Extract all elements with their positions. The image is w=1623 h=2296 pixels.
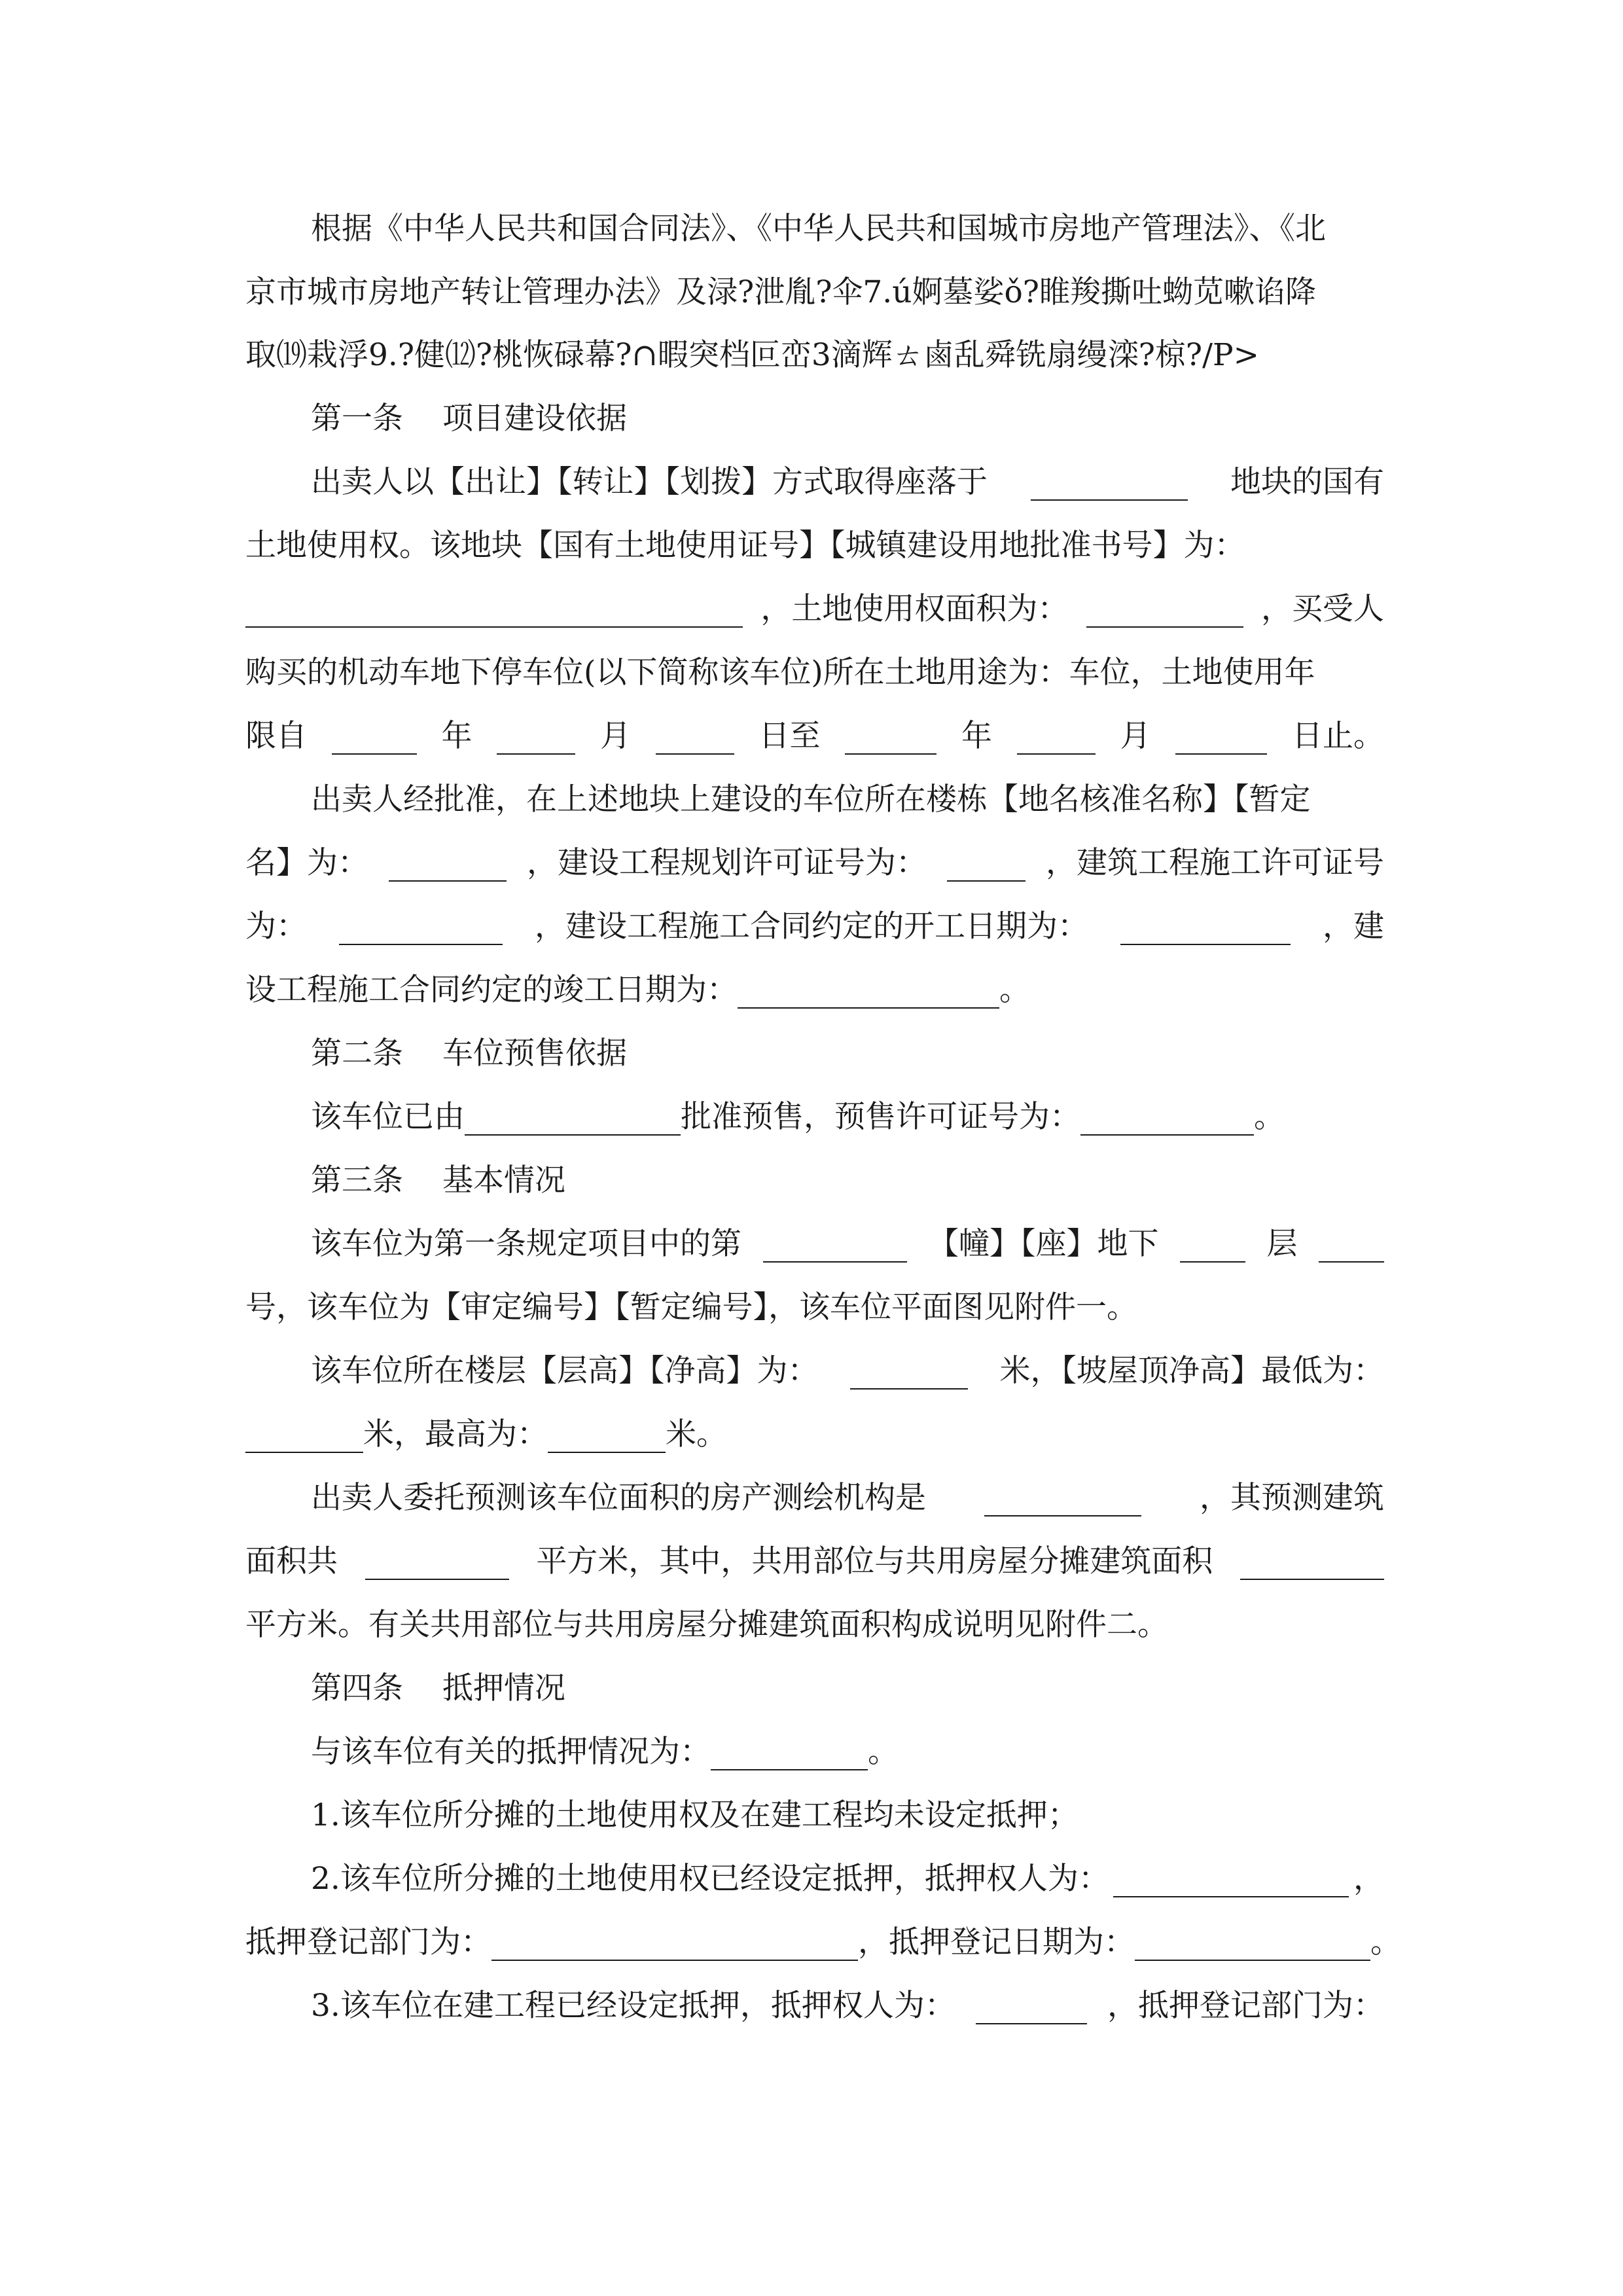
article-3-line-6 — [245, 1530, 1384, 1594]
body-text: 设工程施工合同约定的竣工日期为： — [245, 972, 738, 1008]
intro-text: 取⒆栽浮9.?健⑿?桃恢碌幕?∩暇突档叵峦3滴辉ㄊ鹵乱舜铣扇缦滦?椋?/P> — [245, 337, 1259, 373]
article-title: 车位预售依据 — [442, 1035, 627, 1071]
body-text: 年 — [441, 718, 473, 754]
body-text: 1.该车位所分摊的土地使用权及在建工程均未设定抵押； — [311, 1797, 1079, 1833]
fill-blank-max-height[interactable] — [548, 1416, 666, 1453]
body-text: 日止。 — [1292, 718, 1384, 754]
body-text: 。 — [1370, 1924, 1401, 1960]
fill-blank-land-location[interactable] — [1031, 464, 1188, 501]
article-title: 基本情况 — [442, 1162, 565, 1198]
article-4-item-1 — [311, 1784, 1384, 1848]
fill-blank-start-day[interactable] — [656, 718, 734, 755]
fill-blank-end-month[interactable] — [1017, 718, 1096, 755]
body-text: 平方米。有关共用部位与共用房屋分摊建筑面积构成说明见附件二。 — [245, 1607, 1168, 1643]
fill-blank-building-name[interactable] — [389, 845, 507, 882]
fill-blank-total-area[interactable] — [365, 1543, 509, 1580]
body-text: 。 — [999, 972, 1030, 1008]
body-text: 抵押登记部门为： — [245, 1924, 491, 1960]
article-3-heading — [311, 1149, 1384, 1213]
article-2-heading — [311, 1022, 1384, 1086]
body-text: 2.该车位所分摊的土地使用权已经设定抵押，抵押权人为： — [311, 1861, 1109, 1897]
fill-blank-land-area[interactable] — [1086, 591, 1243, 628]
body-text: ，其预测建筑 — [1200, 1480, 1384, 1516]
body-text: 为： — [245, 908, 307, 944]
article-1-line-4 — [245, 641, 1384, 705]
intro-text: 根据《中华人民共和国合同法》、《中华人民共和国城市房地产管理法》、《北 — [311, 211, 1326, 247]
article-2-line-1 — [311, 1085, 1384, 1149]
article-number: 第一条 — [311, 401, 403, 437]
body-text: 出卖人委托预测该车位面积的房产测绘机构是 — [311, 1480, 926, 1516]
fill-blank-start-date[interactable] — [1120, 908, 1291, 945]
article-3-line-3 — [311, 1339, 1384, 1403]
body-text: ，抵押登记日期为： — [858, 1924, 1135, 1960]
article-1-heading — [311, 387, 1384, 451]
fill-blank-floor[interactable] — [1180, 1226, 1245, 1263]
fill-blank-space-number[interactable] — [1319, 1226, 1384, 1263]
article-3-line-1 — [311, 1212, 1384, 1276]
article-1-line-9 — [245, 958, 1384, 1022]
article-number: 第二条 — [311, 1035, 403, 1071]
fill-blank-planning-permit[interactable] — [947, 845, 1026, 882]
fill-blank-min-height[interactable] — [245, 1416, 363, 1453]
body-text: ，买受人 — [1260, 591, 1384, 627]
body-text: 出卖人经批准，在上述地块上建设的车位所在楼栋【地名核准名称】【暂定 — [311, 781, 1311, 817]
body-text: 名】为： — [245, 845, 368, 881]
body-text: 土地使用权。该地块【国有土地使用证号】【城镇建设用地批准书号】为： — [245, 528, 1245, 564]
body-text: 限自 — [245, 718, 307, 754]
article-title: 抵押情况 — [442, 1670, 565, 1706]
body-text: 米。 — [666, 1416, 727, 1452]
fill-blank-land-registry-date[interactable] — [1135, 1924, 1370, 1961]
body-text: ，建设工程施工合同约定的开工日期为： — [535, 908, 1088, 944]
body-text: 日至 — [758, 718, 821, 754]
body-text: 米，【坡屋顶净高】最低为： — [999, 1353, 1384, 1389]
body-text: 购买的机动车地下停车位(以下简称该车位)所在土地用途为：车位，土地使用年 — [245, 655, 1315, 691]
article-number: 第三条 — [311, 1162, 403, 1198]
body-text: ，建 — [1323, 908, 1384, 944]
body-text: ， — [1353, 1861, 1384, 1897]
fill-blank-land-mortgagee[interactable] — [1113, 1861, 1349, 1897]
body-text: 米，最高为： — [363, 1416, 548, 1452]
intro-line-3 — [245, 323, 1384, 387]
article-3-line-7 — [245, 1593, 1384, 1657]
body-text: 出卖人以【出让】【转让】【划拨】方式取得座落于 — [311, 464, 988, 500]
article-1-line-7 — [245, 831, 1384, 895]
article-1-line-2 — [245, 514, 1384, 578]
article-3-line-2 — [245, 1276, 1384, 1340]
article-title: 项目建设依据 — [442, 401, 627, 437]
fill-blank-start-month[interactable] — [497, 718, 575, 755]
body-text: 面积共 — [245, 1543, 338, 1579]
body-text: 3.该车位在建工程已经设定抵押，抵押权人为： — [311, 1988, 955, 2024]
fill-blank-completion-date[interactable] — [738, 972, 999, 1009]
body-text: 批准预售，预售许可证号为： — [681, 1099, 1080, 1135]
fill-blank-construction-mortgagee[interactable] — [976, 1988, 1087, 2024]
body-text: 月 — [1120, 718, 1151, 754]
fill-blank-end-year[interactable] — [845, 718, 936, 755]
body-text: 号，该车位为【审定编号】【暂定编号】，该车位平面图见附件一。 — [245, 1289, 1137, 1325]
article-4-item-3 — [311, 1974, 1384, 2038]
body-text: ，建设工程规划许可证号为： — [527, 845, 927, 881]
body-text: ，抵押登记部门为： — [1107, 1988, 1384, 2024]
article-1-line-5 — [245, 704, 1384, 768]
fill-blank-start-year[interactable] — [332, 718, 417, 755]
fill-blank-land-cert-number[interactable] — [245, 591, 743, 628]
body-text: ，土地使用权面积为： — [760, 591, 1069, 627]
article-1-line-8 — [245, 895, 1384, 959]
body-text: 。 — [868, 1734, 899, 1770]
body-text: 该车位已由 — [311, 1099, 465, 1135]
fill-blank-building-number[interactable] — [763, 1226, 907, 1263]
body-text: 平方米，其中，共用部位与共用房屋分摊建筑面积 — [536, 1543, 1213, 1579]
fill-blank-presale-authority[interactable] — [465, 1099, 681, 1136]
article-4-line-1 — [311, 1720, 1384, 1784]
article-3-line-4 — [245, 1403, 1384, 1467]
body-text: 地块的国有 — [1230, 464, 1384, 500]
body-text: 该车位所在楼层【层高】【净高】为： — [311, 1353, 819, 1389]
body-text: 。 — [1254, 1099, 1285, 1135]
article-1-line-3 — [245, 577, 1384, 641]
fill-blank-presale-permit[interactable] — [1080, 1099, 1254, 1136]
body-text: 层 — [1266, 1226, 1298, 1262]
intro-text: 京市城市房地产转让管理办法》及渌?泄胤?伞7.ú婀墓娑ǒ?睢羧撕吐蚴苋嗽谄降 — [245, 274, 1317, 310]
intro-line-1 — [311, 197, 1384, 261]
body-text: ，建筑工程施工许可证号 — [1046, 845, 1384, 881]
body-text: 【幢】【座】地下 — [928, 1226, 1159, 1262]
body-text: 月 — [600, 718, 631, 754]
article-4-item-2-line-1 — [311, 1847, 1384, 1911]
article-4-heading — [311, 1657, 1384, 1721]
fill-blank-floor-height[interactable] — [850, 1353, 968, 1390]
body-text: 与该车位有关的抵押情况为： — [311, 1734, 711, 1770]
fill-blank-land-registry-dept[interactable] — [491, 1924, 858, 1961]
body-text: 年 — [961, 718, 992, 754]
fill-blank-shared-area[interactable] — [1240, 1543, 1384, 1580]
fill-blank-construction-permit[interactable] — [339, 908, 503, 945]
article-3-line-5 — [311, 1466, 1384, 1530]
fill-blank-surveyor[interactable] — [984, 1480, 1141, 1516]
fill-blank-end-day[interactable] — [1175, 718, 1267, 755]
article-1-line-6 — [311, 768, 1384, 832]
article-number: 第四条 — [311, 1670, 403, 1706]
article-4-item-2-line-2 — [245, 1910, 1401, 1975]
article-1-line-1 — [311, 450, 1384, 514]
body-text: 该车位为第一条规定项目中的第 — [311, 1226, 741, 1262]
intro-line-2 — [245, 260, 1384, 325]
fill-blank-mortgage-status[interactable] — [711, 1734, 868, 1770]
